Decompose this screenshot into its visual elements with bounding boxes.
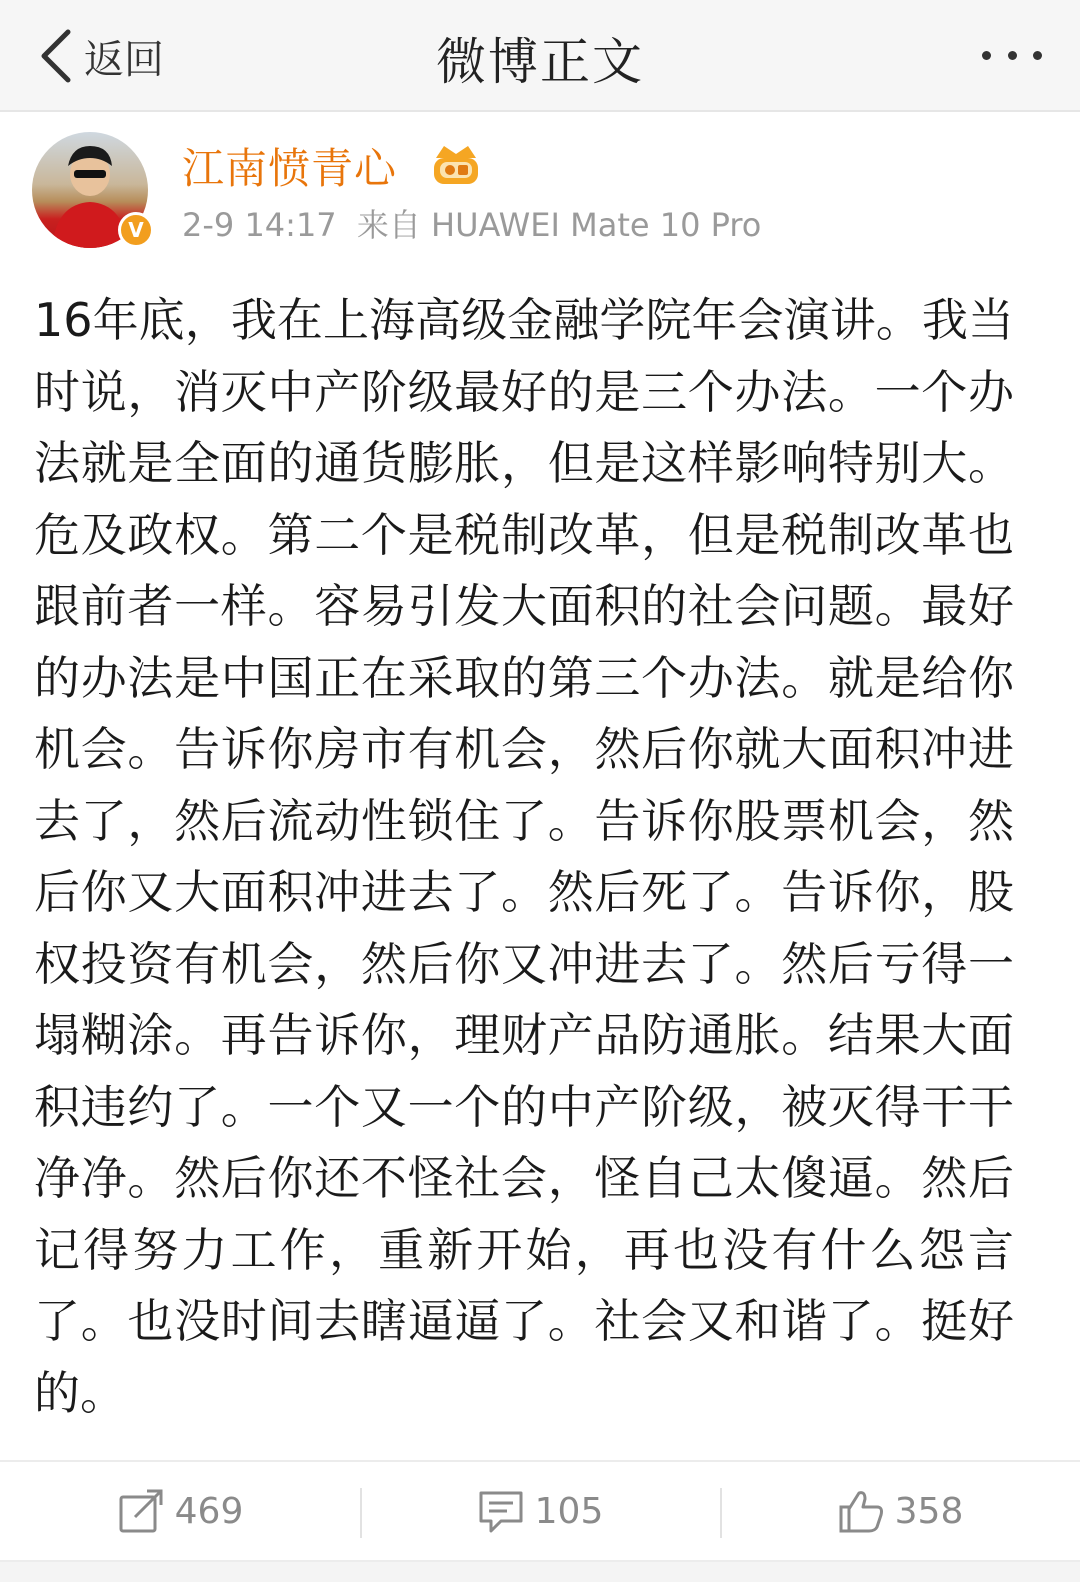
more-options-button[interactable] <box>982 30 1042 80</box>
post-body: 16年底，我在上海高级金融学院年会演讲。我当时说，消灭中产阶级最好的是三个办法。一个办法就是全面的通货膨胀，但是这样影响特别大。危及政权。第二个是税制改革，但是税制改革也跟前者一样。容易引发大面积的社会问题。最好的办法是中国正在采取的第三个办法。就是给你机会。告诉你房市有机会，然后你就大面积冲进去了，然后流动性锁住了。告诉你股票机会，然后你又大面积冲进去了。然后死了。告诉你，股权投资有机会，然后你又冲进去了。然后亏得一塌糊涂。再告诉你，理财产品防通胀。结果大面积违约了。一个又一个的中产阶级，被灭得干干净净。然后你还不怪社会，怪自己太傻逼。然后记得努力工作，重新开始，再也没有什么怨言了。也没时间去瞎逼逼了。社会又和谐了。挺好的。 <box>34 293 1014 1420</box>
author-name[interactable]: 江南愤青心 <box>182 144 398 193</box>
like-button[interactable] <box>720 1462 1080 1560</box>
post-header <box>32 130 1048 260</box>
action-bar <box>0 1460 1080 1562</box>
comment-button[interactable] <box>360 1462 720 1560</box>
page-title: 微博正文 <box>436 33 644 91</box>
verified-icon: V <box>118 212 154 248</box>
back-label: 返回 <box>84 36 164 83</box>
post-source: 来自 HUAWEI Mate 10 Pro <box>356 206 762 244</box>
post-timestamp: 2-9 14:17 <box>182 206 337 244</box>
repost-button[interactable] <box>0 1462 360 1560</box>
vip-crown-icon[interactable] <box>430 140 482 188</box>
repost-icon <box>117 1487 165 1535</box>
post-meta <box>182 200 761 246</box>
more-dots-icon <box>982 51 991 60</box>
comment-icon <box>477 1487 525 1535</box>
comment-count: 105 <box>534 1490 604 1532</box>
nav-bar <box>0 0 1080 112</box>
like-count: 358 <box>894 1490 964 1532</box>
repost-count: 469 <box>174 1490 244 1532</box>
like-icon <box>837 1487 885 1535</box>
bottom-strip <box>0 1562 1080 1582</box>
